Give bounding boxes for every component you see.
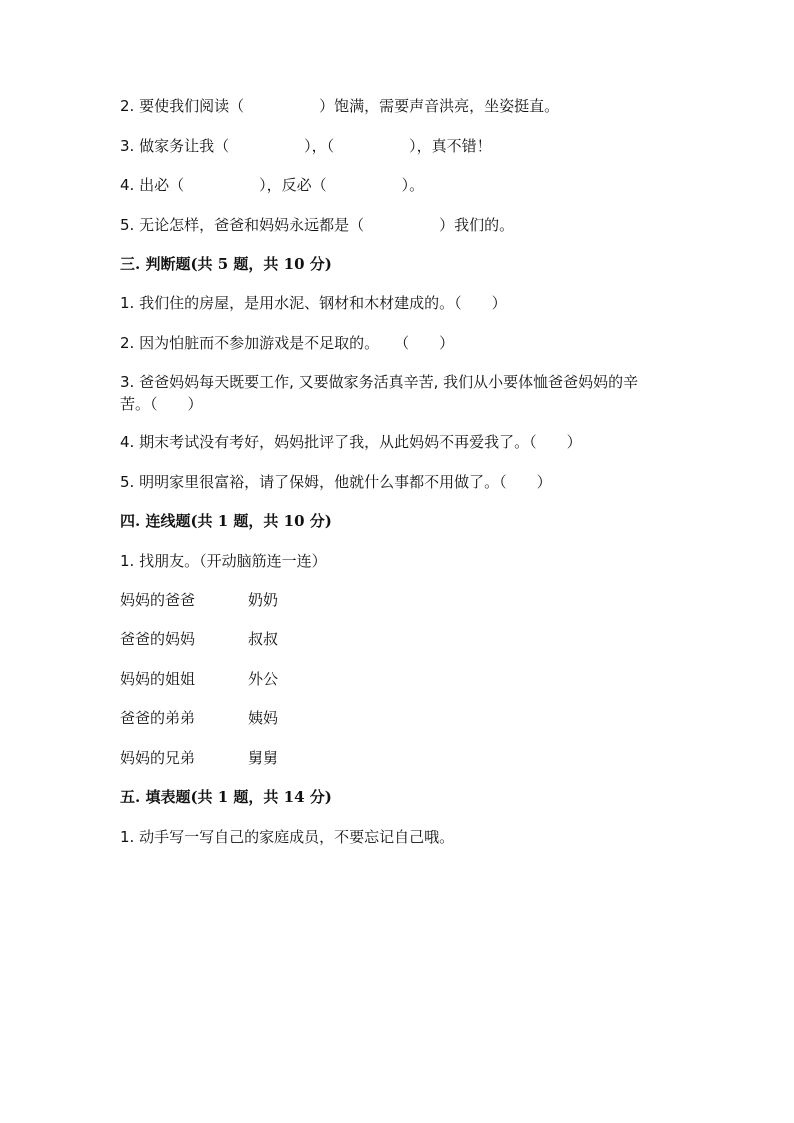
fill-blank-q2: 2. 要使我们阅读（ ）饱满，需要声音洪亮，坐姿挺直。 <box>120 97 560 115</box>
fill-blank-q3: 3. 做家务让我（ ），（ ），真不错！ <box>120 137 492 155</box>
matching-pair <box>120 628 278 650</box>
matching-left-item: 妈妈的姐姐 <box>120 670 196 688</box>
judgement-q3-line1: 3. 爸爸妈妈每天既要工作, 又要做家务活真辛苦, 我们从小要体恤爸爸妈妈的辛 <box>120 373 639 391</box>
matching-left-item: 妈妈的爸爸 <box>120 591 196 609</box>
matching-right-item: 外公 <box>248 670 279 688</box>
matching-pair <box>120 668 278 690</box>
fill-blank-q5: 5. 无论怎样，爸爸和妈妈永远都是（ ）我们的。 <box>120 216 515 234</box>
matching-pair <box>120 589 278 611</box>
section-heading-judgement: 三. 判断题(共 5 题，共 10 分) <box>120 255 332 273</box>
matching-left-item: 爸爸的妈妈 <box>120 630 196 648</box>
matching-left-item: 爸爸的弟弟 <box>120 709 196 727</box>
section-heading-matching: 四. 连线题(共 1 题，共 10 分) <box>120 512 332 530</box>
matching-right-item: 叔叔 <box>248 630 279 648</box>
matching-q1: 1. 找朋友。（开动脑筋连一连） <box>120 552 327 570</box>
table-q1: 1. 动手写一写自己的家庭成员，不要忘记自己哦。 <box>120 828 455 846</box>
matching-right-item: 舅舅 <box>248 749 279 767</box>
judgement-q2: 2. 因为怕脏而不参加游戏是不足取的。 （ ） <box>120 334 455 352</box>
fill-blank-q4: 4. 出必（ ），反必（ ）。 <box>120 176 425 194</box>
section-heading-table: 五. 填表题(共 1 题，共 14 分) <box>120 788 332 806</box>
judgement-q5: 5. 明明家里很富裕，请了保姆，他就什么事都不用做了。（ ） <box>120 473 552 491</box>
judgement-q4: 4. 期末考试没有考好，妈妈批评了我，从此妈妈不再爱我了。（ ） <box>120 433 582 451</box>
matching-pair <box>120 707 278 729</box>
matching-left-item: 妈妈的兄弟 <box>120 749 196 767</box>
matching-right-item: 姨妈 <box>248 709 279 727</box>
matching-right-item: 奶奶 <box>248 591 279 609</box>
matching-pair <box>120 747 278 769</box>
judgement-q3-line2: 苦。（ ） <box>120 395 203 413</box>
judgement-q1: 1. 我们住的房屋，是用水泥、钢材和木材建成的。（ ） <box>120 294 507 312</box>
